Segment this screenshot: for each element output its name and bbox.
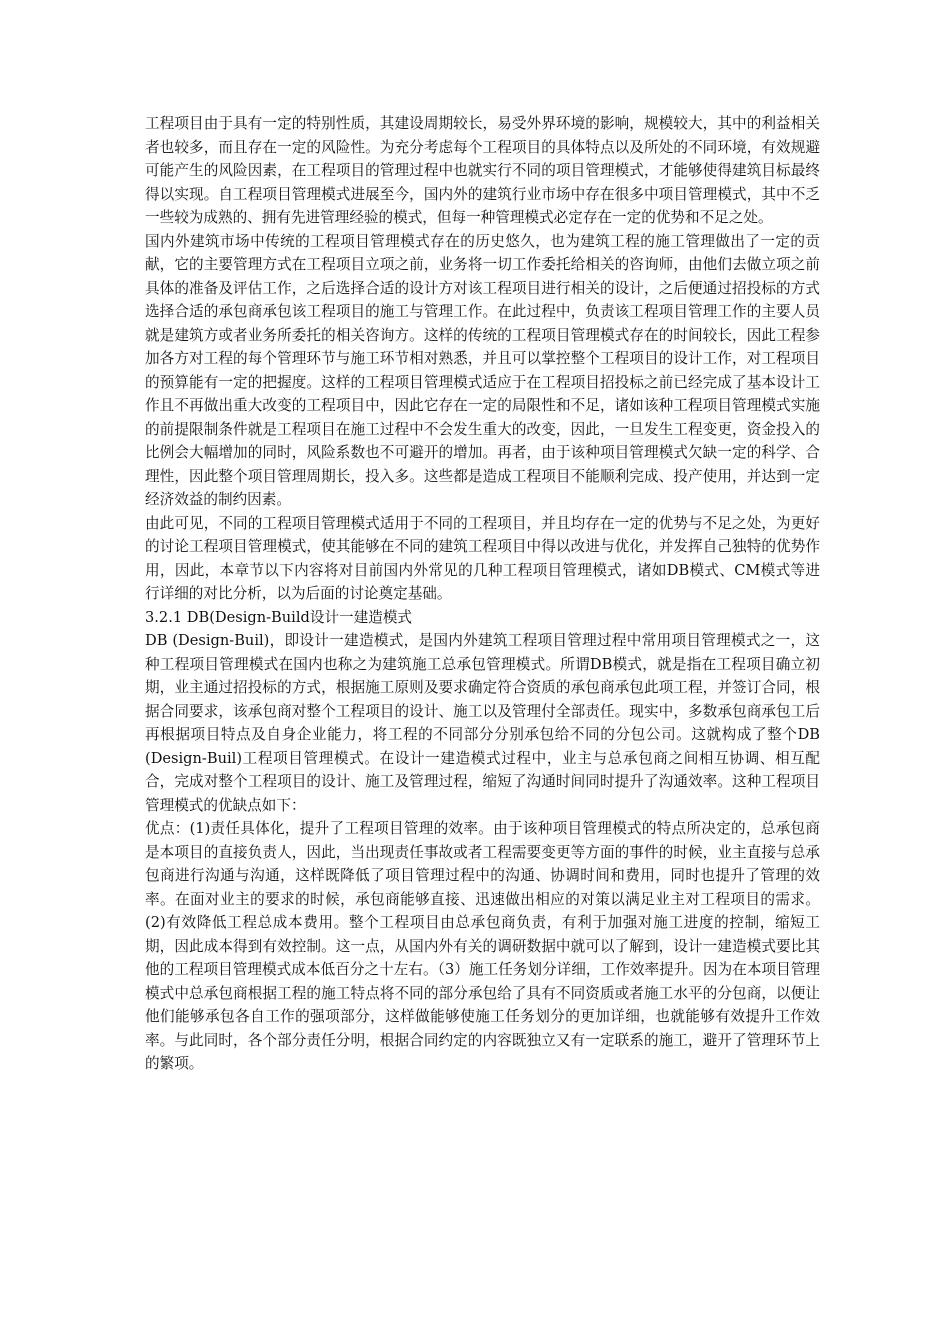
paragraph-conclusion: 由此可见，不同的工程项目管理模式适用于不同的工程项目，并且均存在一定的优势与不足之处，为更好的讨论工程项目管理模式，使其能够在不同的建筑工程项目中得以改进与优化，并发挥自己独特的优势作用，因此，本章节以下内容将对目前国内外常见的几种工程项目管理模式，诸如DB模式、CM模式等进行详细的对比分析，以为后面的讨论奠定基础。 (145, 514, 820, 602)
section-heading: 3.2.1 DB(Design-Build设计一建造模式 (145, 608, 413, 626)
paragraph-db-mode: DB (Design-Buil)，即设计一建造模式，是国内外建筑工程项目管理过程中常用项目管理模式之一，这种工程项目管理模式在国内也称之为建筑施工总承包管理模式。所谓DB模式，就是指在工程项目确立初期，业主通过招投标的方式，根据施工原则及要求确定符合资质的承包商承包此项工程，并签订合同，根据合同要求，该承包商对整个工程项目的设计、施工以及管理付全部责任。现实中，多数承包商承包工后再根据项目特点及自身企业能力，将工程的不同部分分别承包给不同的分包公司。这就构成了整个DB (Design-Buil)工程项目管理模式。在设计一建造模式过程中，业主与总承包商之间相互协调、相互配合，完成对整个工程项目的设计、施工及管理过程，缩短了沟通时间同时提升了沟通效率。这种工程项目管理模式的优缺点如下： (145, 632, 820, 814)
paragraph-advantages: 优点：(1)责任具体化，提升了工程项目管理的效率。由于该种项目管理模式的特点所决定的，总承包商是本项目的直接负责人，因此，当出现责任事故或者工程需要变更等方面的事件的时候，业主直接与总承包商进行沟通与沟通，这样既降低了项目管理过程中的沟通、协调时间和费用，同时也提升了管理的效率。在面对业主的要求的时候，承包商能够直接、迅速做出相应的对策以满足业主对工程项目的需求。(2)有效降低工程总成本费用。整个工程项目由总承包商负责，有利于加强对施工进度的控制，缩短工期，因此成本得到有效控制。这一点，从国内外有关的调研数据中就可以了解到，设计一建造模式要比其他的工程项目管理模式成本低百分之十左右。（3）施工任务划分详细，工作效率提升。因为在本项目管理模式中总承包商根据工程的施工特点将不同的部分承包给了具有不同资质或者施工水平的分包商，以便让他们能够承包各自工作的强项部分，这样做能够使施工任务划分的更加详细，也就能够有效提升工作效率。与此同时，各个部分责任分明，根据合同约定的内容既独立又有一定联系的施工，避开了管理环节上的繁项。 (145, 820, 820, 1072)
document-page (145, 112, 820, 1076)
paragraph-intro: 工程项目由于具有一定的特别性质，其建设周期较长，易受外界环境的影响，规模较大，其中的利益相关者也较多，而且存在一定的风险性。为充分考虑每个工程项目的具体特点以及所处的不同环境，有效规避可能产生的风险因素，在工程项目的管理过程中也就实行不同的项目管理模式，才能够使得建筑目标最终得以实现。自工程项目管理模式进展至今，国内外的建筑行业市场中存在很多中项目管理模式，其中不乏一些较为成熟的、拥有先进管理经验的模式，但每一种管理模式必定存在一定的优势和不足之处。 (145, 115, 820, 226)
paragraph-traditional-mode: 国内外建筑市场中传统的工程项目管理模式存在的历史悠久，也为建筑工程的施工管理做出了一定的贡献，它的主要管理方式在工程项目立项之前，业务将一切工作委托给相关的咨询师，由他们去做立项之前具体的准备及评估工作，之后选择合适的设计方对该工程项目进行相关的设计，之后便通过招投标的方式选择合适的承包商承包该工程项目的施工与管理工作。在此过程中，负责该工程项目管理工作的主要人员就是建筑方或者业务所委托的相关咨询方。这样的传统的工程项目管理模式存在的时间较长，因此工程参加各方对工程的每个管理环节与施工环节相对熟悉，并且可以掌控整个工程项目的设计工作，对工程项目的预算能有一定的把握度。这样的工程项目管理模式适应于在工程项目招投标之前已经完成了基本设计工作且不再做出重大改变的工程项目中，因此它存在一定的局限性和不足，诸如该种工程项目管理模式实施的前提限制条件就是工程项目在施工过程中不会发生重大的改变，因此，一旦发生工程变更，资金投入的比例会大幅增加的同时，风险系数也不可避开的增加。再者，由于该种项目管理模式欠缺一定的科学、合理性，因此整个项目管理周期长，投入多。这些都是造成工程项目不能顺利完成、投产使用，并达到一定经济效益的制约因素。 (145, 232, 820, 508)
